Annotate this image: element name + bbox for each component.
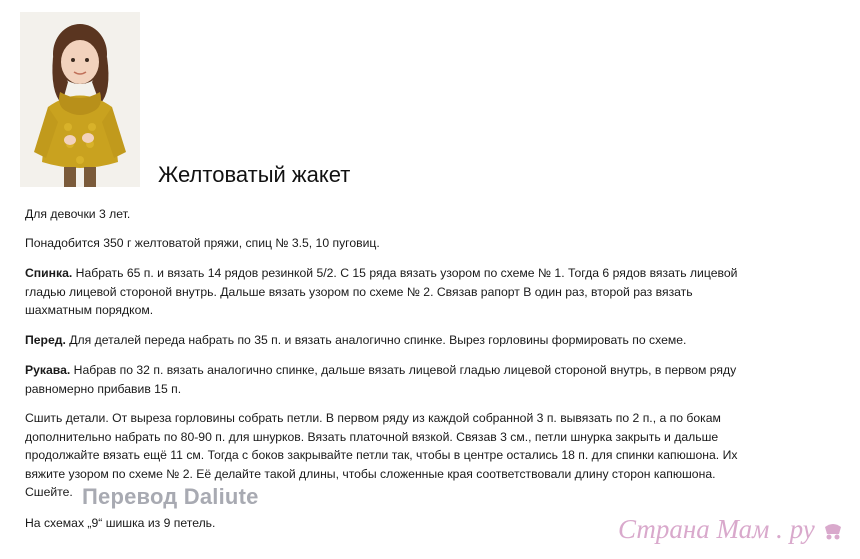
age-text: Для девочки 3 лет.: [25, 207, 131, 221]
materials-text: Понадобится 350 г желтоватой пряжи, спиц № 3.5, 10 пуговиц.: [25, 236, 380, 250]
assembly-line: продолжайте вязать ещё 11 см. Тогда с боков закрывайте петли так, чтобы в центре остались 18 п. для спинки капюшона. Их: [25, 448, 738, 462]
sleeves-line: равномерно прибавив 15 п.: [25, 381, 182, 396]
assembly-line: вяжите узором по схеме № 2. Её делайте такой длины, чтобы сложенные края соответствовали длину сторон капюшона.: [25, 466, 716, 481]
note-text: На схемах „9“ шишка из 9 петель.: [25, 516, 216, 530]
page-title: Желтоватый жакет: [158, 162, 351, 187]
paragraph-back: [25, 264, 837, 320]
back-label: Спинка.: [25, 266, 73, 280]
girl-in-yellow-jacket-image: [20, 12, 140, 187]
stroller-icon: [822, 523, 844, 541]
paragraph-materials: [25, 234, 837, 253]
logo-text: Страна Мам . ру: [618, 514, 815, 544]
sleeves-line: Набрав по 32 п. вязать аналогично спинке, дальше вязать лицевой гладью лицевой стороной внутрь, в первом ряду: [70, 363, 737, 377]
back-line: гладью лицевой стороной внутрь. Дальше вязать узором по схеме № 2. Связав рапорт В один раз, второй раз вязать: [25, 284, 693, 299]
paragraph-front: [25, 331, 837, 350]
product-photo: [20, 12, 140, 187]
back-line: шахматным порядком.: [25, 303, 154, 317]
paragraph-age: [25, 205, 837, 224]
assembly-line: дополнительно набрать по 80-90 п. для шнурков. Вязать платочной вязкой. Связав 3 см., петли шнурка закрыть и дальше: [25, 429, 719, 444]
assembly-line: Сшейте.: [25, 485, 73, 499]
sleeves-label: Рукава.: [25, 363, 71, 377]
site-logo: [618, 514, 844, 545]
assembly-line: Сшить детали. От выреза горловины собрать петли. В первом ряду из каждой собранной 3 п. вывязать по 2 п., а по бокам: [25, 411, 721, 425]
paragraph-sleeves: [25, 361, 837, 398]
translation-watermark: Перевод Daliute: [82, 484, 259, 509]
front-label: Перед.: [25, 333, 66, 347]
front-line: Для деталей переда набрать по 35 п. и вязать аналогично спинке. Вырез горловины формировать по схеме.: [65, 333, 687, 347]
back-line: Набрать 65 п. и вязать 14 рядов резинкой 5/2. С 15 ряда вязать узором по схеме № 1. Тогда 6 рядов вязать лицевой: [72, 266, 738, 280]
